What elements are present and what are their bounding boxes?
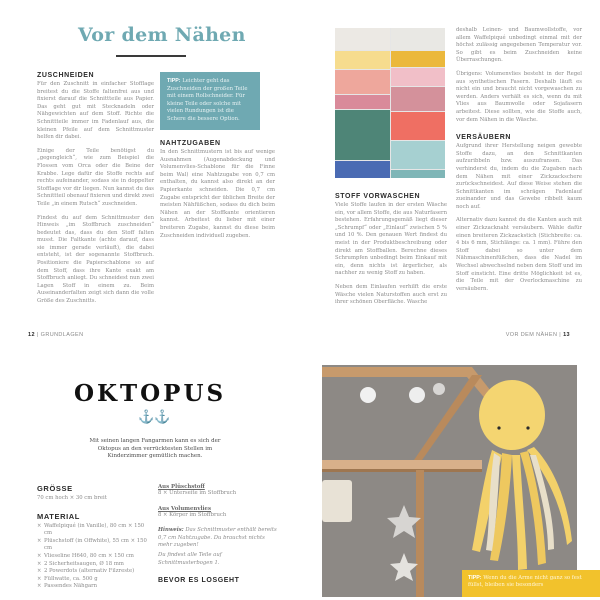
- page-number: 12: [28, 332, 35, 338]
- material-block: [37, 512, 152, 591]
- tip-label: TIPP:: [167, 78, 181, 84]
- fabric-swatch: [391, 112, 446, 140]
- paragraph: Für den Zuschnitt in einfacher Stofflage breitest du die Stoffe faltenfrei aus und fixierst darauf die Schnittteile aus Papier. Das geht gut mit Stecknadeln oder Nähgewichten auf dem Stoff. Richte die Schnittteile immer im Fadenlauf aus, die kleinen Pfeile auf dem Schnittmuster helfen dir dabei.: [37, 81, 154, 141]
- footer-section: VOR DEM NÄHEN: [505, 332, 558, 338]
- fabric-swatch: [335, 70, 390, 94]
- paragraph: Findest du auf dem Schnittmuster den Hinweis „im Stoffbruch zuschneiden“ bedeutet das, dass du den Stoff falten musst. Die Faltkante (achte darauf, dass sie immer gerade verläuft), die dabei entsteht, ist der sogenannte Stoffbruch. Positioniere die Papierschablone so auf dem Stoff, dass ihre Kante exakt am Stoffbruch anliegt. Du schneidest nun zwei Lagen Stoff in einem zu. Beim Auseinanderfalten zeigt sich dann die volle Größe des Zuschnitts.: [37, 214, 154, 305]
- material-item: × 2 Powerdots (alternativ Filzreste): [37, 568, 152, 576]
- cut-list-heading: Aus Volumenvlies: [158, 505, 212, 512]
- paragraph: Alternativ dazu kannst du die Kanten auch mit einer Zickzacknaht versäubern. Wähle dafür einen breiteren Zickzackstich (Stichbreite: ca. 4 bis 6 mm, Stichlänge: ca. 1 mm). Führe den Stoff dabei so unter dem Nähmaschinenfüßchen, dass die Nadel im Wechsel abwechselnd neben dem Stoff und im Stoff einsticht. Eine dritte Möglichkeit ist es, die Teile mit der Overlockmaschine zu versäubern.: [456, 217, 582, 292]
- section-versaeubern-column: [456, 27, 582, 293]
- octopus-photo: [322, 365, 577, 597]
- footer-separator: |: [559, 332, 562, 338]
- project-intro: Mit seinen langen Fangarmen kann es sich der Oktopus an den verrücktesten Stellen im Kinderzimmer gemütlich machen.: [89, 438, 221, 459]
- section-heading: VERSÄUBERN: [456, 134, 512, 142]
- fabric-swatch: [391, 68, 446, 86]
- cut-list-heading: Aus Plüschstoff: [158, 484, 205, 490]
- fabric-swatch: [391, 170, 446, 178]
- footer-left: [28, 332, 83, 338]
- page-number: 13: [563, 332, 570, 338]
- tip-text: Leichter geht das Zuschneiden der großen Teile mit einem Rollschneider. Für kleine Teile oder solche mit vielen Rundungen ist die Schere die bessere Option.: [167, 78, 248, 122]
- material-item: × Passendes Nähgarn: [37, 583, 152, 591]
- paragraph: Aufgrund ihrer Herstellung neigen gewebte Stoffe dazu, an den Schnittkanten aufzuribbeln bzw. auszufransen. Das verhinderst du, indem du die Zugaben nach dem Nähen mit einer Zickzackschere zurückschneidest. Auf diese Weise stehen die Schnittkanten im schrägen Fadenlauf zueinander und das Gewebe ribbelt kaum noch auf.: [456, 143, 582, 210]
- paragraph: Einige der Teile benötigst du „gegengleich“, wie zum Beispiel die Flossen vom Orca oder die Beine der Krabbe. Lege dafür die Stoffe rechts auf rechts aufeinander, sodass sie in doppelter Stofflage vor dir liegen. Nun kannst du das Schnittteil obenauf fixieren und direkt zwei Teile „in einem Rutsch“ zuschneiden.: [37, 147, 154, 207]
- footer-right: [506, 332, 570, 338]
- tip-label: TIPP:: [468, 575, 482, 581]
- title-divider: [116, 55, 186, 57]
- fabric-swatch: [391, 51, 446, 67]
- footer-section: GRUNDLAGEN: [40, 332, 84, 338]
- section-heading: NAHTZUGABEN: [160, 140, 221, 147]
- footer-separator: |: [36, 332, 39, 338]
- anchor-icon: ⚓⚓: [138, 410, 171, 425]
- octopus-illustration: [322, 365, 577, 597]
- section-zuschneiden: [37, 72, 154, 306]
- fabric-stack-right: [391, 28, 446, 178]
- fabric-swatch: [335, 51, 390, 69]
- material-list: [37, 523, 152, 591]
- fabric-swatch: [335, 95, 390, 109]
- page-title: Vor dem Nähen: [78, 24, 246, 46]
- fabric-swatch: [391, 28, 446, 50]
- section-heading: MATERIAL: [37, 511, 80, 521]
- hint-note: [158, 527, 278, 550]
- fabric-swatch: [335, 161, 390, 178]
- section-heading: BEVOR ES LOSGEHT: [158, 577, 240, 585]
- cut-list-column: [158, 484, 278, 586]
- fabric-stack-left: [335, 28, 390, 178]
- paragraph: Neben dem Einlaufen verhilft die erste Wäsche vielen Naturstoffen auch erst zu ihrer schönen Oberfläche. Wasche: [335, 283, 447, 306]
- fabric-stack-photo: [335, 28, 445, 178]
- tip-box: [462, 570, 600, 597]
- section-stoff-vorwaschen: [335, 193, 447, 307]
- tip-box: [160, 72, 260, 130]
- material-item: × Füllwatte, ca. 500 g: [37, 576, 152, 584]
- paragraph: In den Schnittmustern ist bis auf wenige Ausnahmen (Augenabdeckung und Volumenvlies-Schablone für die Finne beim Wal) eine Nahtzugabe von 0,7 cm enthalten, du kannst also direkt an der Papierkante schneiden. Die 0,7 cm Zugabe entspricht der üblichen Breite der meisten Nähfüßchen, sodass du dich beim Nähen an der Stoffkante orientieren kannst. Arbeitest du lieber mit einer breiteren Zugabe, kannst du diese beim Zuschneiden individuell zugeben.: [160, 149, 275, 239]
- size-block: [37, 484, 152, 503]
- cut-list-text: 8 × Unterseite im Stoffbruch: [158, 490, 237, 496]
- bottom-spread: [0, 360, 600, 600]
- size-value: 70 cm hoch × 30 cm breit: [37, 495, 107, 501]
- tip-text: Wenn du die Arme nicht ganz so fest füllst, bleiben sie besonders: [468, 575, 582, 588]
- section-heading: STOFF VORWASCHEN: [335, 193, 421, 200]
- hint-note-2: Du findest alle Teile auf Schnittmusterbogen 1.: [158, 551, 222, 566]
- material-item: × 2 Sicherheitsaugen, Ø 18 mm: [37, 561, 152, 569]
- cut-list-text: 8 × Körper im Stoffbruch: [158, 511, 227, 518]
- fabric-swatch: [391, 141, 446, 169]
- fabric-swatch: [391, 87, 446, 111]
- material-item: × Vlieseline H640, 80 cm × 150 cm: [37, 553, 152, 561]
- paragraph: Übrigens: Volumenvlies besteht in der Regel aus synthetischen Fasern. Deshalb läuft es nicht ein und braucht nicht vorgewaschen zu werden. Anders verhält es sich, wenn du mit Vlies aus Baumwolle oder Sojafasern arbeitest. Diese sollten, wie die Stoffe auch, vor dem Nähen in die Wäsche.: [456, 70, 582, 123]
- project-title: OKTOPUS: [74, 380, 227, 407]
- section-heading: GRÖSSE: [37, 484, 73, 493]
- paragraph: Viele Stoffe laufen in der ersten Wäsche ein, vor allem Stoffe, die aus Naturfasern bestehen. Erfahrungsgemäß liegt dieser „Schrumpf“ oder „Einlauf“ zwischen 5 % und 10 %. Den genauen Wert findest du meist in der Produktbeschreibung oder direkt am Stoffballen. Berechne dieses Schrumpfen unbedingt beim Einkauf mit ein, denn nichts ist ärgerlicher, als nachher zu wenig Stoff zu haben.: [335, 202, 447, 277]
- section-nahtzugaben-column: [160, 72, 275, 240]
- hint-label: Hinweis:: [158, 527, 184, 534]
- materials-column: [37, 484, 152, 600]
- hint-text: Das Schnittmuster enthält bereits 0,7 cm Nahtzugabe. Du brauchst nichts mehr zugeben!: [158, 527, 277, 549]
- section-heading: ZUSCHNEIDEN: [37, 72, 95, 79]
- paragraph: deshalb Leinen- und Baumwollstoffe, vor allem Waffelpiqué unbedingt einmal mit der höchst zulässig angegebenen Temperatur vor. So gibt es beim Zuschneiden keine Überraschungen.: [456, 27, 582, 64]
- material-item: × Waffelpiqué (in Vanille), 80 cm × 150 cm: [37, 523, 152, 538]
- material-item: × Plüschstoff (in Offwhite), 55 cm × 150 cm: [37, 538, 152, 553]
- fabric-swatch: [335, 110, 390, 160]
- fabric-swatch: [335, 28, 390, 50]
